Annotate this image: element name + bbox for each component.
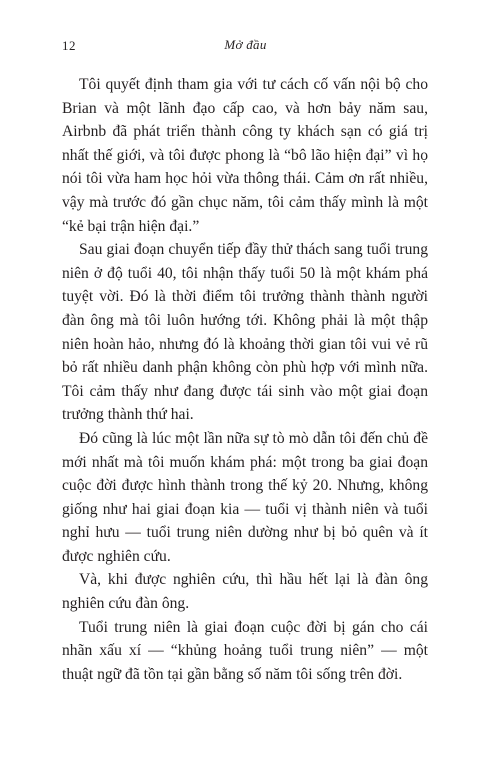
paragraph: Sau giai đoạn chuyển tiếp đầy thử thách sang tuổi trung niên ở độ tuổi 40, tôi nhận thấy tuổi 50 là một khám phá tuyệt vời. Đó là thời điểm tôi trưởng thành thành người đàn ông mà tôi luôn hướng tới. Không phải là một thập niên hoàn hảo, nhưng đó là khoảng thời gian tôi vui vẻ rũ bỏ rất nhiều danh phận không còn phù hợp với mình nữa. Tôi cảm thấy như đang được tái sinh vào một giai đoạn trưởng thành thứ hai.: [62, 241, 428, 424]
paragraph: Và, khi được nghiên cứu, thì hầu hết lại là đàn ông nghiên cứu đàn ông.: [62, 571, 428, 613]
running-header: Mở đầu: [224, 37, 267, 52]
paragraph: Tuổi trung niên là giai đoạn cuộc đời bị gán cho cái nhãn xấu xí — “khủng hoảng tuổi trung niên” — một thuật ngữ đã tồn tại gần bằng số năm tôi sống trên đời.: [62, 618, 428, 683]
paragraph: Đó cũng là lúc một lần nữa sự tò mò dẫn tôi đến chủ đề mới nhất mà tôi muốn khám phá: một trong ba giai đoạn cuộc đời được hình thành trong thế kỷ 20. Nhưng, không giống như hai giai đoạn kia — tuổi vị thành niên và tuổi nghỉ hưu — tuổi trung niên dường như bị bỏ quên và ít được nghiên cứu.: [62, 429, 428, 565]
page-number: 12: [62, 38, 76, 53]
body-text: [62, 73, 428, 686]
paragraph: Tôi quyết định tham gia với tư cách cố vấn nội bộ cho Brian và một lãnh đạo cấp cao, và hơn bảy năm sau, Airbnb đã phát triển thành công ty khách sạn có giá trị nhất thế giới, và tôi được phong là “bô lão hiện đại” vì họ nói tôi vừa ham học hỏi vừa thông thái. Cảm ơn rất nhiều, vậy mà trước đó gần chục năm, tôi cảm thấy mình là một “kẻ bại trận hiện đại.”: [62, 76, 428, 235]
